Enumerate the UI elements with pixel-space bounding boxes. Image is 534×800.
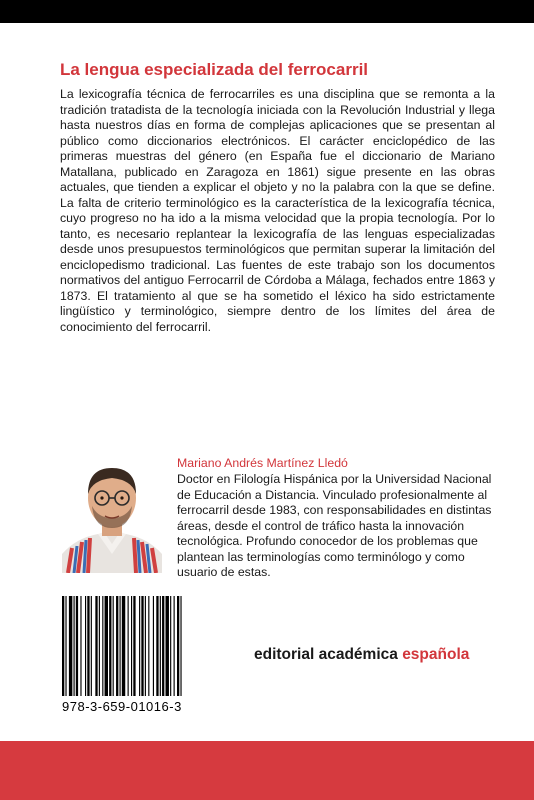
- publisher-name: [254, 646, 469, 664]
- barcode-bar: [160, 596, 161, 696]
- barcode-bar: [156, 596, 158, 696]
- book-abstract: La lexicografía técnica de ferrocarriles es una disciplina que se remonta a la tradición tratadista de la tecnología iniciada con la Revolución Industrial y llega hasta nuestros días en forma de complejas aplicaciones que se presentan al público como diccionarios electrónicos. El carácter enciclopédico de las primeras muestras del género (en España fue el diccionario de Mariano Matallana, publicado en Zaragoza en 1861) sigue presente en las obras actuales, que tienden a explicar el objeto y no la palabra con la que se define. La falta de criterio terminológico es la característica de la lexicografía técnica, cuyo progreso no ha ido a la misma velocidad que la propia tecnología. Por lo tanto, es necesario replantear la lexicografía de las lenguas especializadas desde unos presupuestos terminológicos que permitan superar la limitación del enciclopedismo tradicional. Las fuentes de este trabajo son los documentos normativos del antiguo Ferrocarril de Córdoba a Málaga, fechados entre 1863 y 1873. El tratamiento al que se ha sometido el léxico ha sido estrictamente lingüístico y terminológico, siempre dentro de los límites del área de conocimiento del ferrocarril.: [60, 87, 495, 334]
- barcode-bar: [85, 596, 86, 696]
- barcode-bar: [99, 596, 100, 696]
- barcode-bar: [74, 596, 75, 696]
- author-name: Mariano Andrés Martínez Lledó: [177, 456, 348, 470]
- top-band: [0, 0, 534, 23]
- barcode-bar: [95, 596, 97, 696]
- barcode-bar: [148, 596, 149, 696]
- barcode-bar: [105, 596, 108, 696]
- isbn-number: 978-3-659-01016-3: [62, 699, 182, 714]
- barcode-bar: [162, 596, 164, 696]
- book-title: La lengua especializada del ferrocarril: [60, 60, 369, 79]
- barcode-bar: [113, 596, 114, 696]
- barcode-bar: [102, 596, 103, 696]
- barcode-bar: [166, 596, 169, 696]
- author-photo: [62, 458, 162, 573]
- barcode-bar: [139, 596, 140, 696]
- barcode-bar: [170, 596, 171, 696]
- barcode-bar: [180, 596, 181, 696]
- barcode-bar: [120, 596, 121, 696]
- barcode-bar: [87, 596, 89, 696]
- barcode-bar: [153, 596, 154, 696]
- barcode-bar: [91, 596, 92, 696]
- barcode-bar: [177, 596, 179, 696]
- barcode-bar: [76, 596, 78, 696]
- author-bio: Doctor en Filología Hispánica por la Universidad Nacional de Educación a Distancia. Vinculado profesionalmente al ferrocarril desde 1983, con responsabilidades en distintas áreas, desde el control de tráfico hasta la innovación tecnológica. Profundo conocedor de los problemas que plantean las terminologías como terminólogo y como usuario de estas.: [177, 472, 492, 579]
- barcode-bar: [69, 596, 72, 696]
- barcode-bar: [128, 596, 129, 696]
- isbn-barcode: [60, 596, 218, 714]
- barcode-bar: [116, 596, 118, 696]
- barcode-bar: [80, 596, 81, 696]
- barcode-bar: [174, 596, 175, 696]
- publisher-name-part1: editorial académica: [254, 646, 403, 663]
- publisher-name-part2: española: [402, 646, 470, 663]
- barcode-bar: [131, 596, 132, 696]
- barcode-bar: [145, 596, 146, 696]
- bottom-band: [0, 741, 534, 800]
- barcode-bar: [133, 596, 135, 696]
- barcode-bar: [62, 596, 64, 696]
- barcode-bar: [65, 596, 66, 696]
- barcode-bar: [122, 596, 125, 696]
- barcode-bar: [109, 596, 111, 696]
- barcode-bar: [141, 596, 143, 696]
